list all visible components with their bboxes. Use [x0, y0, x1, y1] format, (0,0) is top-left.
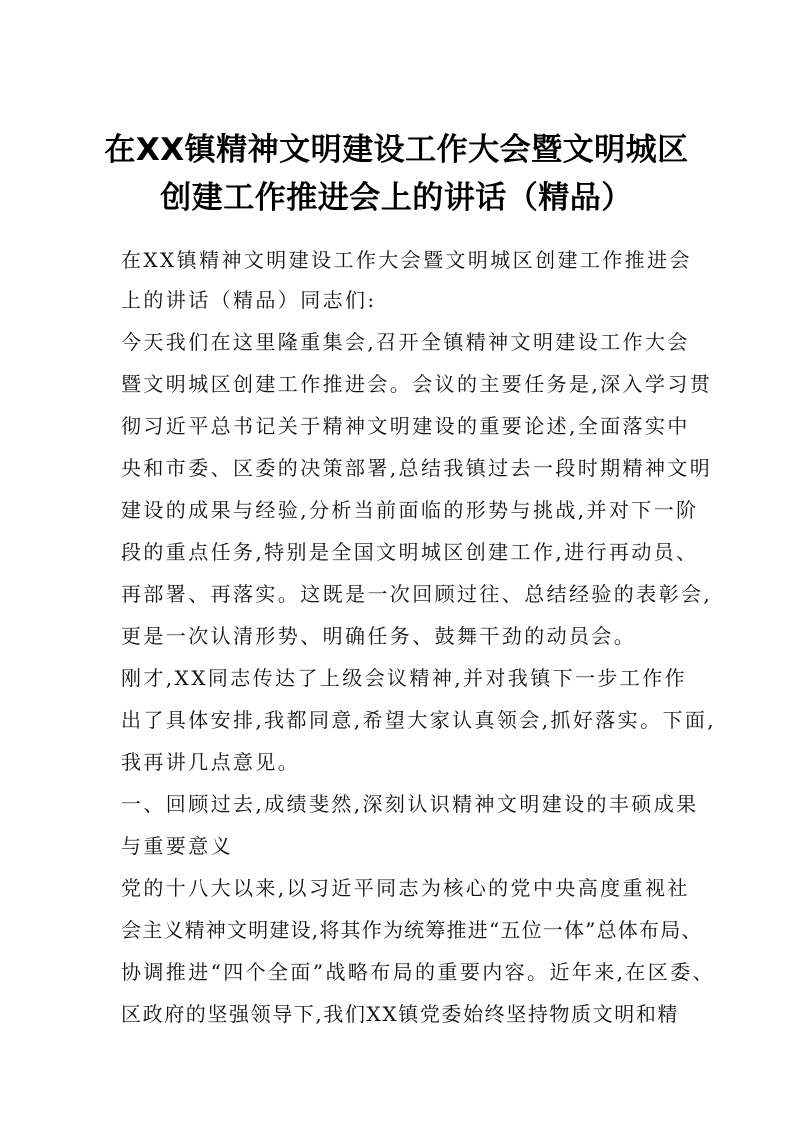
body-line: 刚才,XX同志传达了上级会议精神,并对我镇下一步工作作: [121, 666, 687, 690]
body-line: 在XX镇精神文明建设工作大会暨文明城区创建工作推进会: [121, 248, 692, 272]
body-line: 暨文明城区创建工作推进会。会议的主要任务是,深入学习贯: [121, 372, 713, 396]
section-heading-line: 与重要意义: [121, 834, 233, 858]
body-line: 党的十八大以来,以习近平同志为核心的党中央高度重视社: [121, 876, 690, 900]
document-title-line-2: 创建工作推进会上的讲话（精品）: [160, 180, 633, 216]
body-line: 今天我们在这里隆重集会,召开全镇精神文明建设工作大会: [121, 330, 690, 354]
body-line: 出了具体安排,我都同意,希望大家认真领会,抓好落实。下面,: [121, 708, 717, 732]
body-line: 会主义精神文明建设,将其作为统筹推进“五位一体”总体布局、: [121, 918, 703, 942]
body-line: 建设的成果与经验,分析当前面临的形势与挑战,并对下一阶: [121, 498, 699, 522]
body-line: 区政府的坚强领导下,我们XX镇党委始终坚持物质文明和精: [121, 1002, 680, 1026]
body-line: 央和市委、区委的决策部署,总结我镇过去一段时期精神文明: [121, 456, 713, 480]
body-line: 彻习近平总书记关于精神文明建设的重要论述,全面落实中: [121, 414, 690, 438]
body-line: 协调推进“四个全面”战略布局的重要内容。近年来,在区委、: [121, 960, 716, 984]
body-line: 上的讲话（精品）同志们:: [121, 288, 377, 312]
document-title-line-1: 在XX镇精神文明建设工作大会暨文明城区: [104, 132, 689, 168]
body-line: 更是一次认清形势、明确任务、鼓舞干劲的动员会。: [121, 624, 637, 648]
body-line: 我再讲几点意见。: [121, 750, 301, 774]
body-line: 段的重点任务,特别是全国文明城区创建工作,进行再动员、: [121, 540, 699, 564]
section-heading-line: 一、回顾过去,成绩斐然,深刻认识精神文明建设的丰硕成果: [121, 792, 699, 816]
body-line: 再部署、再落实。这既是一次回顾过往、总结经验的表彰会,: [121, 582, 713, 606]
